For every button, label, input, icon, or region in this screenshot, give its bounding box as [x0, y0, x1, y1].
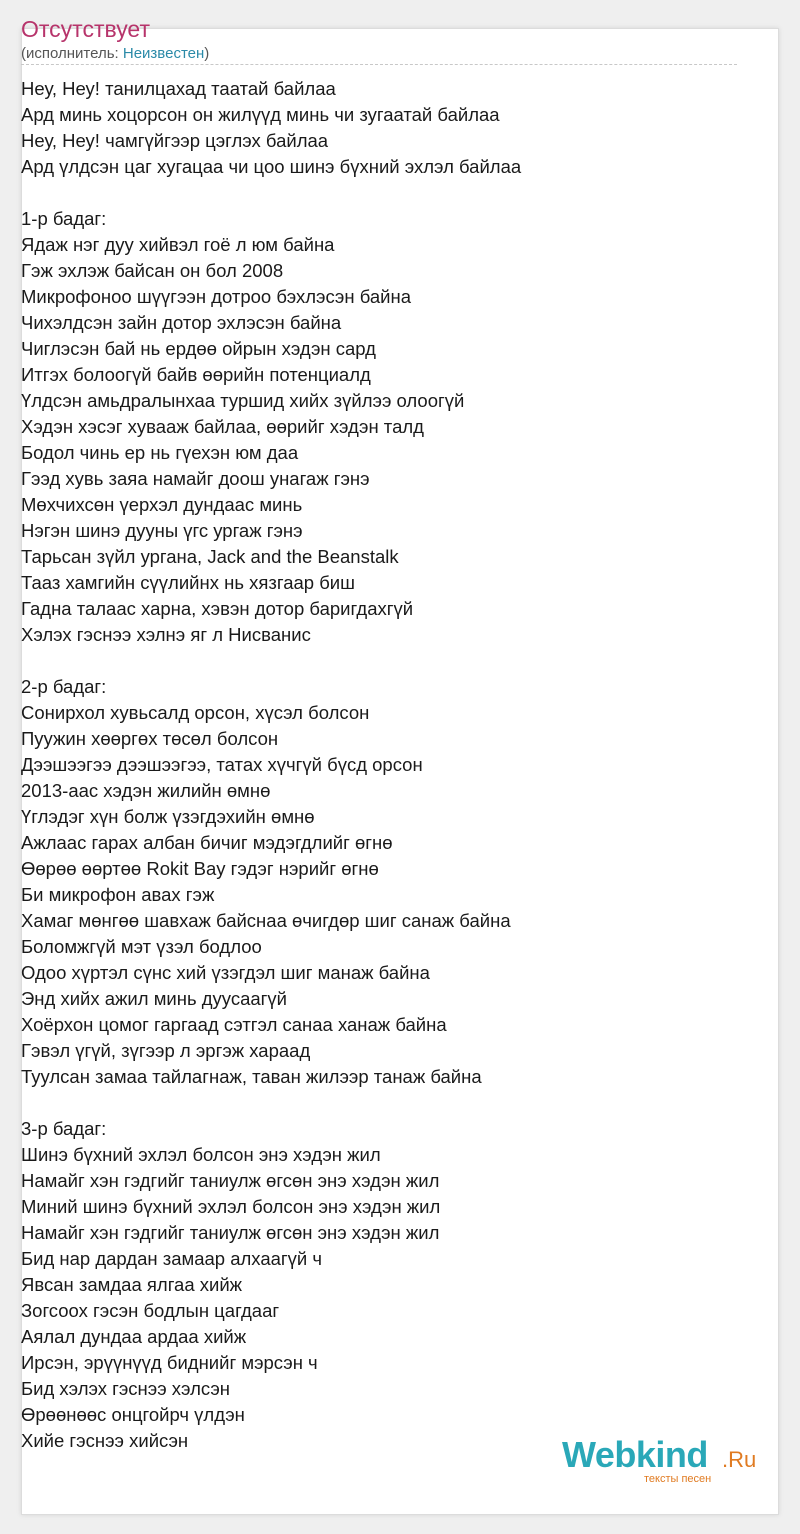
lyric-line: Ард минь хоцорсон он жилүүд минь чи зугаатай байлаа: [21, 104, 500, 125]
lyric-line: 1-р бадаг:: [21, 208, 107, 229]
lyric-line: Хэлэх гэснээ хэлнэ яг л Нисванис: [21, 624, 311, 645]
lyric-line: 2013-аас хэдэн жилийн өмнө: [21, 780, 271, 801]
logo-tld: .Ru: [722, 1447, 757, 1472]
header-divider: [21, 64, 737, 65]
lyric-line: Одоо хүртэл сүнс хий үзэгдэл шиг манаж байна: [21, 962, 430, 983]
lyric-line: Бодол чинь ер нь гүехэн юм даа: [21, 442, 299, 463]
lyric-line: Неу, Неу! танилцахад таатай байлаа: [21, 78, 336, 99]
lyric-line: Гэж эхлэж байсан он бол 2008: [21, 260, 284, 281]
lyric-line: 3-р бадаг:: [21, 1118, 107, 1139]
lyric-line: Дээшээгээ дээшээгээ, татах хүчгүй бүсд орсон: [21, 754, 423, 775]
lyric-line: Мөхчихсөн үерхэл дундаас минь: [21, 494, 303, 515]
lyrics-text: [21, 76, 737, 1454]
lyric-line: Сонирхол хувьсалд орсон, хүсэл болсон: [21, 702, 370, 723]
artist-line: [21, 44, 209, 64]
lyric-line: Би микрофон авах гэж: [21, 884, 215, 905]
song-title: Отсутствует: [21, 16, 150, 42]
lyric-line: Боломжгүй мэт үзэл бодлоо: [21, 936, 262, 957]
stanza-break: [21, 1090, 737, 1116]
lyric-line: Намайг хэн гэдгийг таниулж өгсөн энэ хэдэн жил: [21, 1222, 440, 1243]
lyric-line: Туулсан замаа тайлагнаж, таван жилээр танаж байна: [21, 1066, 482, 1087]
lyric-line: Итгэх болоогүй байв өөрийн потенциалд: [21, 364, 371, 385]
lyric-line: Микрофоноо шүүгээн дотроо бэхлэсэн байна: [21, 286, 411, 307]
lyric-line: Ирсэн, эрүүнүүд биднийг мэрсэн ч: [21, 1352, 318, 1373]
lyric-line: Үглэдэг хүн болж үзэгдэхийн өмнө: [21, 806, 315, 827]
lyric-line: Хэдэн хэсэг хуваaж байлаа, өөрийг хэдэн талд: [21, 416, 424, 437]
artist-link[interactable]: Неизвестен: [122, 45, 205, 62]
lyric-line: 2-р бадаг:: [21, 676, 107, 697]
artist-prefix: (исполнитель:: [21, 45, 123, 62]
lyric-line: Гадна талаас харна, хэвэн дотор баригдахгүй: [21, 598, 414, 619]
lyric-line: Шинэ бүхний эхлэл болсон энэ хэдэн жил: [21, 1144, 381, 1165]
logo-tagline: тексты песен: [644, 1473, 712, 1485]
stanza-break: [21, 648, 737, 674]
lyric-line: Пуужин хөөргөх төсөл болсон: [21, 728, 279, 749]
lyric-line: Аялал дундаа ардаа хийж: [21, 1326, 247, 1347]
artist-suffix: ): [204, 45, 210, 62]
lyric-line: Чихэлдсэн зайн дотор эхлэсэн байна: [21, 312, 342, 333]
lyric-line: Гээд хувь заяа намайг доош унагаж гэнэ: [21, 468, 370, 489]
lyric-line: Өөрөө өөртөө Rokit Bay гэдэг нэрийг өгнө: [21, 858, 379, 879]
lyric-line: Үлдсэн амьдралынхаа туршид хийх зүйлээ олоогүй: [21, 390, 465, 411]
lyric-line: Энд хийх ажил минь дуусаагүй: [21, 988, 287, 1009]
lyric-line: Ядаж нэг дуу хийвэл гоё л юм байна: [21, 234, 335, 255]
lyric-line: Хоёрхон цомог гаргаад сэтгэл санаа ханаж байна: [21, 1014, 447, 1035]
stanza-break: [21, 180, 737, 206]
lyric-line: Бид нар дардан замаар алхаагүй ч: [21, 1248, 323, 1269]
lyric-line: Чиглэсэн бай нь ердөө ойрын хэдэн сард: [21, 338, 376, 359]
lyric-line: Ард үлдсэн цаг хугацаа чи цоо шинэ бүхний эхлэл байлаа: [21, 156, 522, 177]
lyric-line: Намайг хэн гэдгийг таниулж өгсөн энэ хэдэн жил: [21, 1170, 440, 1191]
lyric-line: Зогсоох гэсэн бодлын цагдааг: [21, 1300, 280, 1321]
lyric-line: Тааз хамгийн сүүлийнх нь хязгаар биш: [21, 572, 355, 593]
logo-wordmark: Webkind: [562, 1434, 708, 1475]
lyric-line: Хамаг мөнгөө шавхаж байснаа өчигдөр шиг санаж байна: [21, 910, 511, 931]
lyric-line: Миний шинэ бүхний эхлэл болсон энэ хэдэн жил: [21, 1196, 441, 1217]
lyric-line: Нэгэн шинэ дууны үгс ургаж гэнэ: [21, 520, 303, 541]
lyric-line: Явсан замдаа ялгаа хийж: [21, 1274, 243, 1295]
lyric-line: Бид хэлэх гэснээ хэлсэн: [21, 1378, 230, 1399]
lyric-line: Хийе гэснээ хийсэн: [21, 1430, 189, 1451]
lyric-line: Неу, Неу! чамгүйгээр цэглэх байлаа: [21, 130, 329, 151]
lyric-line: Тарьсан зүйл ургана, Jack and the Beanstalk: [21, 546, 399, 567]
lyric-line: Ажлаас гарах албан бичиг мэдэгдлийг өгнө: [21, 832, 393, 853]
lyric-line: Гэвэл үгүй, зүгээр л эргэж хараад: [21, 1040, 311, 1061]
site-logo[interactable]: [562, 1434, 762, 1494]
lyric-line: Өрөөнөөс онцгойрч үлдэн: [21, 1404, 245, 1425]
